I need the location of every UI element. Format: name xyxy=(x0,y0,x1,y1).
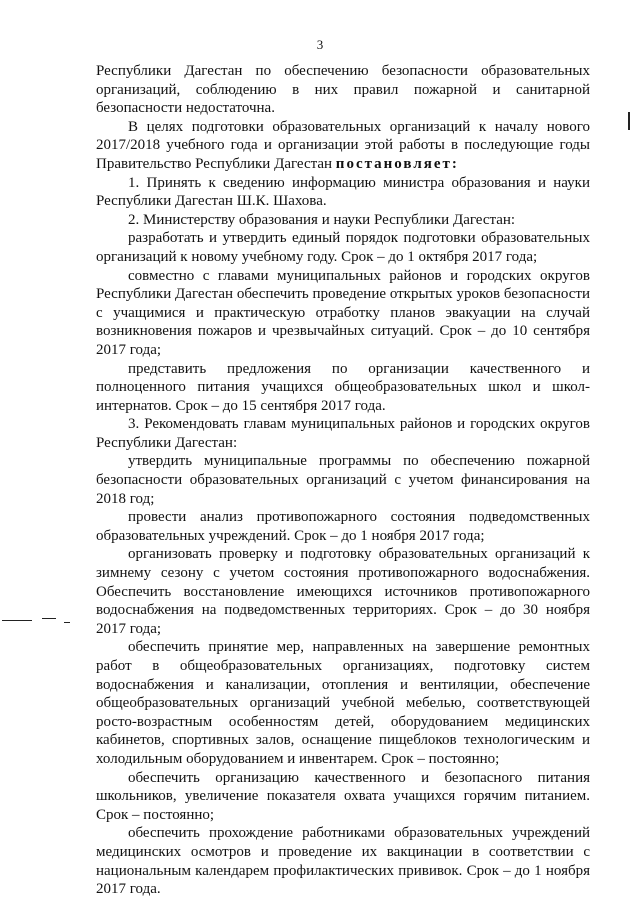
resolution-keyword: постановляет: xyxy=(335,155,459,172)
scan-artifact xyxy=(42,618,56,619)
paragraph: представить предложения по организации качественного и полноценного питания учащихся общеобразовательных школ и школ-интернатов. Срок – до 15 сентября 2017 года. xyxy=(96,360,590,414)
paragraph: организовать проверку и подготовку образовательных организаций к зимнему сезону с учетом состояния противопожарного водоснабжения. Обеспечить восстановление имеющихся источников противопожарного водоснабжения на подведомственных территориях. Срок – до 30 ноября 2017 года; xyxy=(96,546,590,637)
page-number: 3 xyxy=(316,37,324,52)
paragraph: разработать и утвердить единый порядок подготовки образовательных организаций к новому учебному году. Срок – до 1 октября 2017 года; xyxy=(96,230,590,265)
paragraph: 2. Министерству образования и науки Республики Дагестан: xyxy=(128,211,516,228)
scan-artifact xyxy=(64,622,70,623)
paragraph-text: В целях подготовки образовательных организаций к началу нового 2017/2018 учебного года и организации этой работы в последующие годы Правительство Республики Дагестан xyxy=(96,118,590,172)
paragraph: 1. Принять к сведению информацию министра образования и науки Республики Дагестан Ш.К. Шахова. xyxy=(96,174,590,210)
paragraph: утвердить муниципальные программы по обеспечению пожарной безопасности образовательных организаций с учетом финансирования на 2018 год; xyxy=(96,453,590,507)
paragraph: 3. Рекомендовать главам муниципальных районов и городских округов Республики Дагестан: xyxy=(96,416,590,451)
paragraph: обеспечить прохождение работниками образовательных учреждений медицинских осмотров и проведение их вакцинации в соответствии с национальным календарем профилактических прививок. Срок – до 1 ноября 2017 года. xyxy=(96,825,590,898)
paragraph: провести анализ противопожарного состояния подведомственных образовательных учреждений. Срок – до 1 ноября 2017 года; xyxy=(96,509,590,544)
scan-artifact xyxy=(2,620,32,621)
paragraph xyxy=(96,118,590,174)
paragraph: обеспечить принятие мер, направленных на завершение ремонтных работ в общеобразовательных организациях, подготовку систем водоснабжения и канализации, отопления и вентиляции, обеспечение общеобразовательных организаций учебной мебелью, соответствующей росто-возрастным особенностям детей, оборудованием медицинских кабинетов, спортивных залов, оснащение пищеблоков технологическим и холодильным оборудованием и инвентарем. Срок – постоянно; xyxy=(96,639,590,767)
paragraph: совместно с главами муниципальных районов и городских округов Республики Дагестан обеспечить проведение открытых уроков безопасности с учащимися и практическую отработку планов эвакуации на случай возникновения пожаров и чрезвычайных ситуаций. Срок – до 10 сентября 2017 года; xyxy=(96,267,590,358)
document-body xyxy=(96,62,590,899)
scan-artifact xyxy=(628,112,630,130)
paragraph: Республики Дагестан по обеспечению безопасности образовательных организаций, соблюдению в них правил пожарной и санитарной безопасности недостаточна. xyxy=(96,63,590,117)
paragraph: обеспечить организацию качественного и безопасного питания школьников, увеличение показателя охвата учащихся горячим питанием. Срок – постоянно; xyxy=(96,769,590,823)
